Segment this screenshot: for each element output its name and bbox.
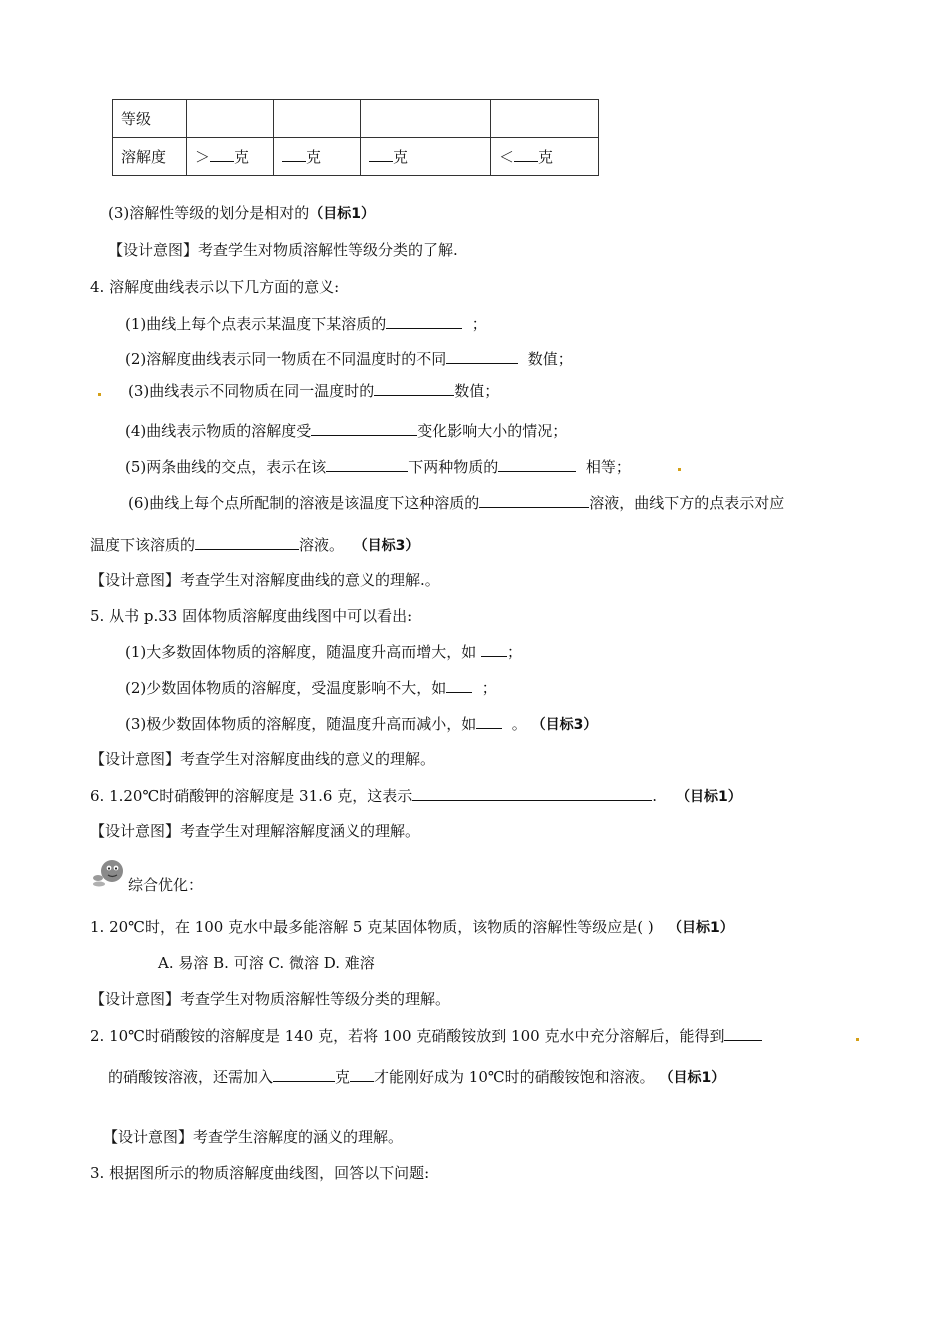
design-intent: 【设计意图】考查学生对溶解度曲线的意义的理解.。 (90, 571, 440, 589)
blank[interactable] (498, 456, 576, 472)
solubility-cell: ＞ 克 (187, 138, 274, 176)
blank[interactable] (311, 420, 417, 436)
design-intent: 【设计意图】考查学生对溶解度曲线的意义的理解。 (90, 750, 436, 768)
section-title: 综合优化： (128, 876, 204, 894)
solubility-cell: ＜ 克 (491, 138, 599, 176)
blank[interactable] (476, 713, 502, 729)
question-4-item-3: (3)曲线表示不同物质在同一温度时的 数值； (128, 382, 500, 400)
point-3: (3)溶解性等级的划分是相对的（目标1） (108, 204, 375, 222)
question-4-item-2: (2)溶解度曲线表示同一物质在不同温度时的不同 数值； (125, 350, 573, 368)
exercise-2: 2. 10℃时硝酸铵的溶解度是 140 克，若将 100 克硝酸铵放到 100 克水中充分溶解后，能得到 (90, 1025, 762, 1046)
grade-cell (491, 100, 599, 138)
blank[interactable] (282, 147, 306, 162)
blank[interactable] (369, 147, 393, 162)
blank[interactable] (724, 1025, 762, 1041)
blank[interactable] (386, 313, 462, 329)
exercise-1-options: A. 易溶 B. 可溶 C. 微溶 D. 难溶 (158, 954, 375, 972)
mascot-icon (90, 856, 128, 890)
question-5-item-1: (1)大多数固体物质的溶解度，随温度升高而增大，如 ； (125, 643, 523, 661)
question-5-title: 5. 从书 p.33 固体物质溶解度曲线图中可以看出: (90, 607, 413, 625)
blank[interactable] (479, 492, 589, 508)
solubility-cell: 克 (274, 138, 361, 176)
blank[interactable] (273, 1066, 335, 1082)
table-row (113, 100, 599, 138)
solubility-cell: 克 (361, 138, 491, 176)
design-intent: 【设计意图】考查学生对物质溶解性等级分类的了解. (108, 241, 458, 259)
table-row (113, 138, 599, 176)
grade-cell (187, 100, 274, 138)
question-5-item-2: (2)少数固体物质的溶解度，受温度影响不大，如 ； (125, 679, 497, 697)
solubility-grade-table (112, 99, 599, 176)
design-intent: 【设计意图】考查学生对理解溶解度涵义的理解。 (90, 822, 421, 840)
question-4-item-6-cont: 温度下该溶质的 溶液。 （目标3） (90, 536, 420, 554)
exercise-3: 3. 根据图所示的物质溶解度曲线图，回答以下问题: (90, 1164, 430, 1182)
blank[interactable] (481, 641, 507, 657)
grade-cell (361, 100, 491, 138)
question-4-item-4: (4)曲线表示物质的溶解度受 变化影响大小的情况； (125, 422, 568, 440)
blank[interactable] (326, 456, 408, 472)
question-4-item-5: (5)两条曲线的交点，表示在该 下两种物质的 相等； (125, 458, 631, 476)
marker-dot (98, 393, 101, 396)
question-4-title: 4. 溶解度曲线表示以下几方面的意义: (90, 278, 340, 296)
blank[interactable] (446, 348, 518, 364)
marker-dot (856, 1038, 859, 1041)
question-4-item-6: (6)曲线上每个点所配制的溶液是该温度下这种溶质的 溶液，曲线下方的点表示对应 (128, 494, 785, 512)
blank[interactable] (446, 677, 472, 693)
exercise-1: 1. 20℃时，在 100 克水中最多能溶解 5 克某固体物质，该物质的溶解性等级应是( ) （目标1） (90, 918, 734, 936)
solubility-label-cell (113, 138, 187, 176)
blank[interactable] (195, 534, 299, 550)
blank[interactable] (374, 380, 454, 396)
question-6: 6. 1.20℃时硝酸钾的溶解度是 31.6 克，这表示 . （目标1） (90, 787, 742, 805)
blank[interactable] (350, 1066, 374, 1082)
blank[interactable] (514, 147, 538, 162)
grade-cell (274, 100, 361, 138)
design-intent: 【设计意图】考查学生对物质溶解性等级分类的理解。 (90, 990, 451, 1008)
question-4-item-1: (1)曲线上每个点表示某温度下某溶质的 ； (125, 315, 487, 333)
question-5-item-3: (3)极少数固体物质的溶解度，随温度升高而减小，如 。 （目标3） (125, 715, 598, 733)
design-intent: 【设计意图】考查学生溶解度的涵义的理解。 (103, 1128, 404, 1146)
marker-dot (678, 468, 681, 471)
grade-label-cell (113, 100, 187, 138)
solubility-label: 溶解度 (121, 148, 167, 166)
blank[interactable] (210, 147, 234, 162)
blank[interactable] (412, 785, 652, 801)
grade-label: 等级 (121, 110, 152, 128)
exercise-2-cont: 的硝酸铵溶液，还需加入 克 才能刚好成为 10℃时的硝酸铵饱和溶液。 （目标1） (108, 1068, 726, 1086)
